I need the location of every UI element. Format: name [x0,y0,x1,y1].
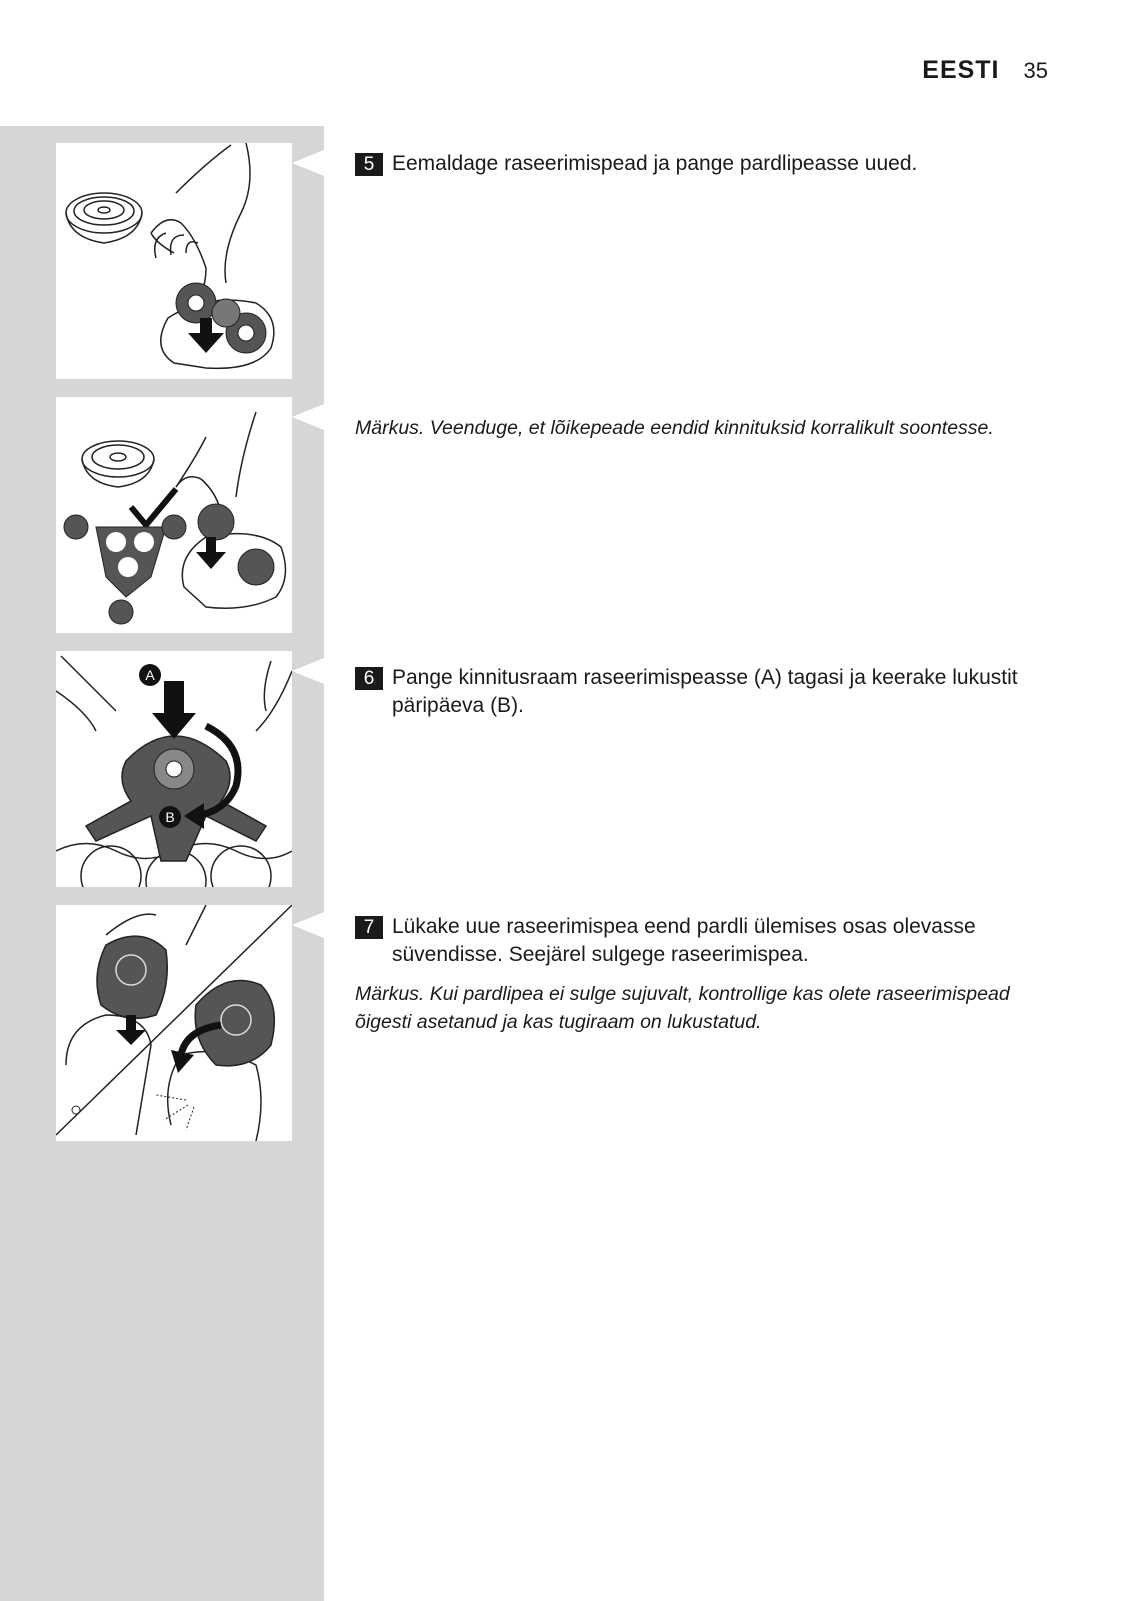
step-5 [355,150,1055,178]
step-number-badge: 7 [355,916,383,939]
arrow-down-icon [116,1015,146,1045]
label-a: A [145,667,155,683]
illustration-remove-heads [56,143,292,379]
illustration-insert-heads [56,397,292,633]
step-text: Eemaldage raseerimispead ja pange pardlipeasse uued. [392,152,918,175]
illustration-close-head [56,905,292,1141]
step-6 [355,664,1055,720]
step-number-badge: 6 [355,667,383,690]
power-icon [72,1106,80,1114]
illustration-pointer [292,658,324,684]
page-header [922,56,1048,92]
step-number-badge: 5 [355,153,383,176]
note-1: Märkus. Veenduge, et lõikepeade eendid kinnituksid korralikult soontesse. [355,417,994,439]
note-2: Märkus. Kui pardlipea ei sulge sujuvalt, kontrollige kas olete raseerimispead õigesti asetanud ja kas tugiraam on lukustatud. [355,983,1010,1033]
illustration-retaining-frame [56,651,292,887]
arrow-down-icon [152,681,196,739]
step-text: Lükake uue raseerimispea eend pardli ülemises osas olevasse süvendisse. Seejärel sulgege raseerimispea. [392,915,976,966]
step-text: Pange kinnitusraam raseerimispeasse (A) tagasi ja keerake lukustit päripäeva (B). [392,666,1018,717]
label-b: B [165,809,175,825]
language-label: EESTI [922,56,1000,84]
step-7 [355,913,1055,969]
page-number: 35 [1023,58,1048,83]
illustration-pointer [292,150,324,176]
illustration-pointer [292,912,324,938]
illustration-pointer [292,404,324,430]
